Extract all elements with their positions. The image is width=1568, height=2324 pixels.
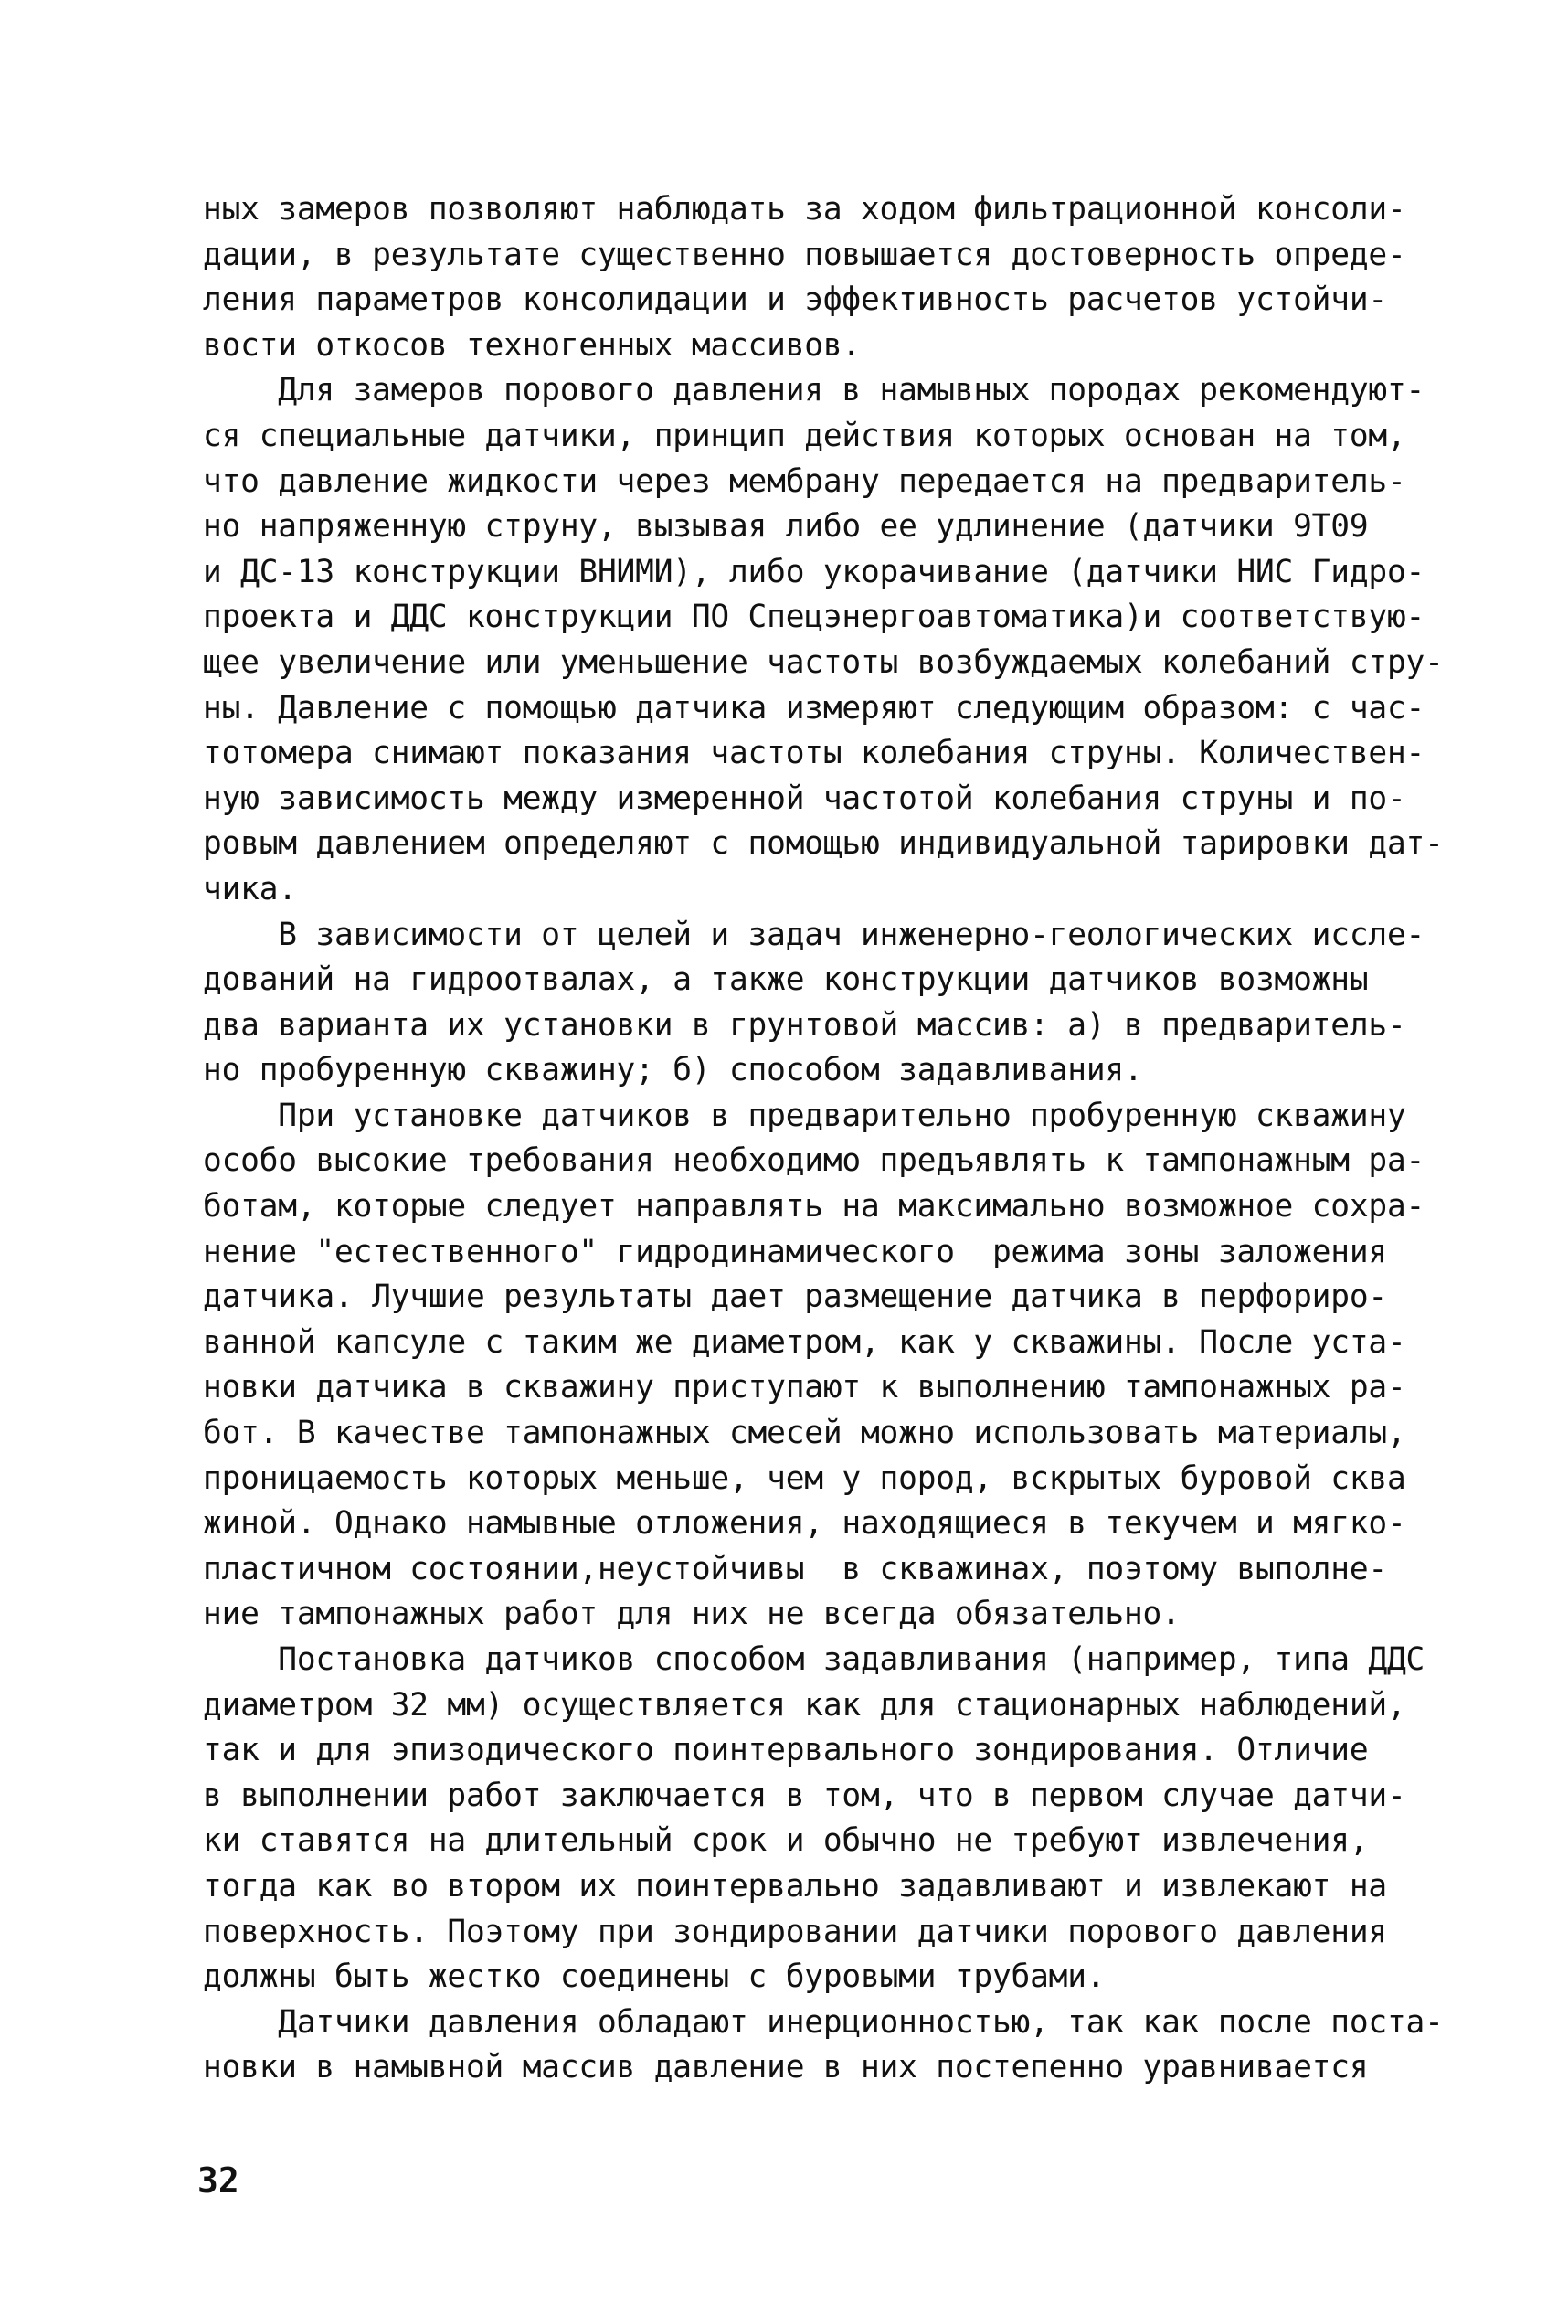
text-line: В зависимости от целей и задач инженерно-геологических иссле- <box>203 916 1425 953</box>
text-line: ную зависимость между измеренной частотой колебания струны и по- <box>203 780 1406 817</box>
text-line: вости откосов техногенных массивов. <box>203 326 861 364</box>
text-line: ванной капсуле с таким же диаметром, как у скважины. После уста- <box>203 1323 1406 1361</box>
text-line: проницаемость которых меньше, чем у пород, вскрытых буровой сква <box>203 1459 1406 1497</box>
text-line: Для замеров порового давления в намывных породах рекомендуют- <box>203 372 1425 409</box>
text-line: ных замеров позволяют наблюдать за ходом фильтрационной консоли- <box>203 191 1406 228</box>
text-line: датчика. Лучшие результаты дает размещение датчика в перфориро- <box>203 1279 1387 1316</box>
text-line: диаметром 32 мм) осуществляется как для стационарных наблюдений, <box>203 1686 1406 1724</box>
text-line: ления параметров консолидации и эффективность расчетов устойчи- <box>203 281 1387 319</box>
text-line: в выполнении работ заключается в том, что в первом случае датчи- <box>203 1777 1406 1814</box>
text-line: ны. Давление с помощью датчика измеряют следующим образом: с час- <box>203 689 1425 727</box>
text-line: и ДС-13 конструкции ВНИМИ), либо укорачивание (датчики НИС Гидро- <box>203 553 1425 590</box>
text-line: При установке датчиков в предварительно пробуренную скважину <box>203 1097 1406 1134</box>
text-line: особо высокие требования необходимо предъявлять к тампонажным ра- <box>203 1142 1425 1180</box>
text-line: ся специальные датчики, принцип действия которых основан на том, <box>203 417 1406 454</box>
text-line: тогда как во втором их поинтервально задавливают и извлекают на <box>203 1867 1387 1905</box>
text-line: но напряженную струну, вызывая либо ее удлинение (датчики 9Т09 <box>203 508 1369 546</box>
text-line: щее увеличение или уменьшение частоты возбуждаемых колебаний стру- <box>203 643 1444 681</box>
body-text <box>203 187 1444 2091</box>
text-line: два варианта их установки в грунтовой массив: а) в предваритель- <box>203 1006 1406 1044</box>
text-line: ки ставятся на длительный срок и обычно не требуют извлечения, <box>203 1822 1369 1860</box>
page-number: 32 <box>197 2160 239 2201</box>
text-line: дований на гидроотвалах, а также конструкции датчиков возможны <box>203 961 1369 999</box>
text-line: но пробуренную скважину; б) способом задавливания. <box>203 1052 1143 1089</box>
text-line: Постановка датчиков способом задавливания (например, типа ДДС <box>203 1641 1425 1678</box>
text-line: ровым давлением определяют с помощью индивидуальной тарировки дат- <box>203 825 1444 863</box>
text-line: что давление жидкости через мембрану передается на предваритель- <box>203 462 1406 500</box>
text-line: пластичном состоянии,неустойчивы в скважинах, поэтому выполне- <box>203 1550 1387 1587</box>
text-line: должны быть жестко соединены с буровыми трубами. <box>203 1958 1106 1996</box>
text-line: новки в намывной массив давление в них постепенно уравнивается <box>203 2049 1369 2086</box>
text-line: поверхность. Поэтому при зондировании датчики порового давления <box>203 1913 1387 1950</box>
text-line: бот. В качестве тампонажных смесей можно использовать материалы, <box>203 1415 1406 1452</box>
text-line: ботам, которые следует направлять на максимально возможное сохра- <box>203 1188 1425 1226</box>
text-line: дации, в результате существенно повышается достоверность опреде- <box>203 236 1406 273</box>
text-line: Датчики давления обладают инерционностью, так как после поста- <box>203 2003 1444 2041</box>
text-line: тотомера снимают показания частоты колебания струны. Количествен- <box>203 735 1425 772</box>
text-line: проекта и ДДС конструкции ПО Спецэнергоавтоматика)и соответствую- <box>203 599 1425 636</box>
text-line: чика. <box>203 870 297 907</box>
text-line: жиной. Однако намывные отложения, находящиеся в текучем и мягко- <box>203 1505 1406 1543</box>
text-line: так и для эпизодического поинтервального зондирования. Отличие <box>203 1732 1369 1769</box>
text-line: ние тампонажных работ для них не всегда обязательно. <box>203 1596 1181 1633</box>
text-line: нение "естественного" гидродинамического режима зоны заложения <box>203 1233 1387 1270</box>
text-line: новки датчика в скважину приступают к выполнению тампонажных ра- <box>203 1369 1406 1406</box>
